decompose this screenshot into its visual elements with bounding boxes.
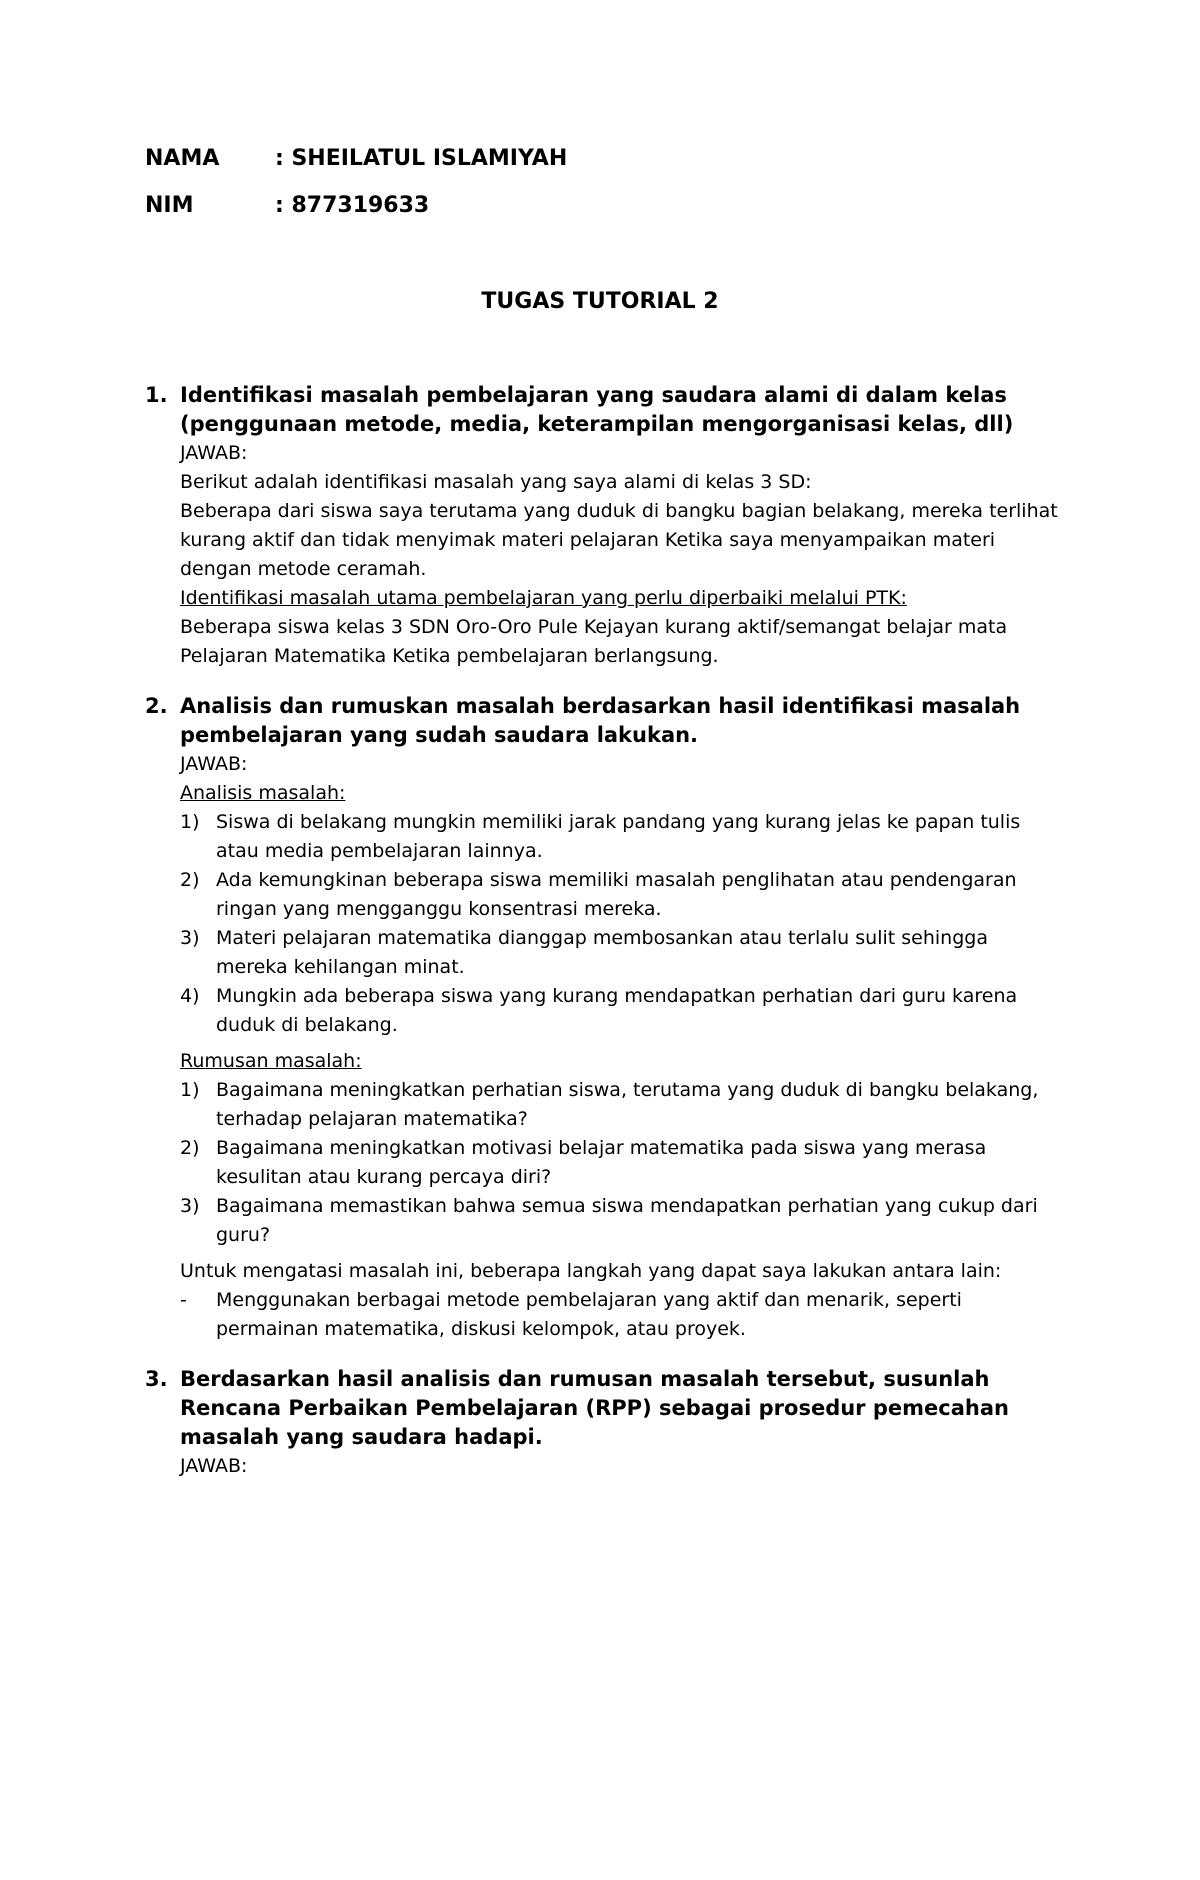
formulation-heading: Rumusan masalah: — [180, 1050, 362, 1072]
analysis-list — [180, 808, 1065, 1040]
question-1-intro: Berikut adalah identifikasi masalah yang saya alami di kelas 3 SD: — [180, 471, 812, 493]
list-item-text: Menggunakan berbagai metode pembelajaran yang aktif dan menarik, seperti permainan matematika, diskusi kelompok, atau proyek. — [216, 1289, 962, 1340]
nim-row — [145, 193, 429, 218]
list-item-marker: 1) — [180, 811, 200, 833]
name-value: : SHEILATUL ISLAMIYAH — [275, 146, 568, 171]
formulation-list — [180, 1076, 1065, 1250]
list-item-text: Ada kemungkinan beberapa siswa memiliki masalah penglihatan atau pendengaran ringan yang mengganggu konsentrasi mereka. — [216, 869, 1017, 920]
document-title: TUGAS TUTORIAL 2 — [481, 289, 719, 314]
question-1-text: Identifikasi masalah pembelajaran yang saudara alami di dalam kelas (penggunaan metode, media, keterampilan mengorganisasi kelas, dll) — [180, 383, 1014, 436]
question-1-number: 1. — [145, 383, 168, 407]
name-row — [145, 146, 567, 171]
steps-list — [180, 1286, 1065, 1344]
question-2-answer-label: JAWAB: — [180, 753, 248, 775]
question-3-number: 3. — [145, 1367, 168, 1391]
list-item-text: Bagaimana meningkatkan motivasi belajar matematika pada siswa yang merasa kesulitan atau kurang percaya diri? — [216, 1137, 987, 1188]
analysis-heading: Analisis masalah: — [180, 782, 346, 804]
nim-value: : 877319633 — [275, 193, 430, 218]
main-problem-text: Beberapa siswa kelas 3 SDN Oro-Oro Pule Kejayan kurang aktif/semangat belajar mata Pelajaran Matematika Ketika pembelajaran berlangsung. — [180, 616, 1008, 667]
list-item-text: Materi pelajaran matematika dianggap membosankan atau terlalu sulit sehingga mereka kehilangan minat. — [216, 927, 988, 978]
question-1-answer-label: JAWAB: — [180, 442, 248, 464]
list-item-text: Siswa di belakang mungkin memiliki jarak pandang yang kurang jelas ke papan tulis atau media pembelajaran lainnya. — [216, 811, 1021, 862]
nim-label: NIM — [145, 193, 194, 218]
main-problem-heading: Identifikasi masalah utama pembelajaran yang perlu diperbaiki melalui PTK: — [180, 587, 907, 609]
list-item — [180, 1192, 1065, 1250]
question-1 — [145, 381, 1065, 671]
list-item — [180, 1076, 1065, 1134]
question-3-answer-label: JAWAB: — [180, 1455, 248, 1477]
list-item-marker: 3) — [180, 1195, 200, 1217]
list-item — [180, 982, 1065, 1040]
list-item-text: Mungkin ada beberapa siswa yang kurang mendapatkan perhatian dari guru karena duduk di belakang. — [216, 985, 1018, 1036]
list-item — [180, 1134, 1065, 1192]
question-2-number: 2. — [145, 694, 168, 718]
list-item-marker: 2) — [180, 869, 200, 891]
question-2 — [145, 692, 1065, 1344]
list-item — [180, 924, 1065, 982]
list-item-marker: - — [180, 1289, 187, 1311]
list-item — [180, 866, 1065, 924]
list-item-marker: 2) — [180, 1137, 200, 1159]
list-item-text: Bagaimana memastikan bahwa semua siswa mendapatkan perhatian yang cukup dari guru? — [216, 1195, 1038, 1246]
list-item-marker: 3) — [180, 927, 200, 949]
list-item-marker: 4) — [180, 985, 200, 1007]
question-3-text: Berdasarkan hasil analisis dan rumusan masalah tersebut, susunlah Rencana Perbaikan Pembelajaran (RPP) sebagai prosedur pemecahan masalah yang saudara hadapi. — [180, 1367, 1009, 1449]
question-1-description: Beberapa dari siswa saya terutama yang duduk di bangku bagian belakang, mereka terlihat kurang aktif dan tidak menyimak materi pelajaran Ketika saya menyampaikan materi dengan metode ceramah. — [180, 500, 1058, 580]
document-content — [145, 381, 1065, 1502]
question-3 — [145, 1365, 1065, 1481]
list-item-marker: 1) — [180, 1079, 200, 1101]
list-item-text: Bagaimana meningkatkan perhatian siswa, terutama yang duduk di bangku belakang, terhadap pelajaran matematika? — [216, 1079, 1039, 1130]
list-item — [180, 1286, 1065, 1344]
list-item — [180, 808, 1065, 866]
steps-intro: Untuk mengatasi masalah ini, beberapa langkah yang dapat saya lakukan antara lain: — [180, 1260, 1002, 1282]
name-label: NAMA — [145, 146, 220, 171]
question-2-text: Analisis dan rumuskan masalah berdasarkan hasil identifikasi masalah pembelajaran yang sudah saudara lakukan. — [180, 694, 1021, 747]
